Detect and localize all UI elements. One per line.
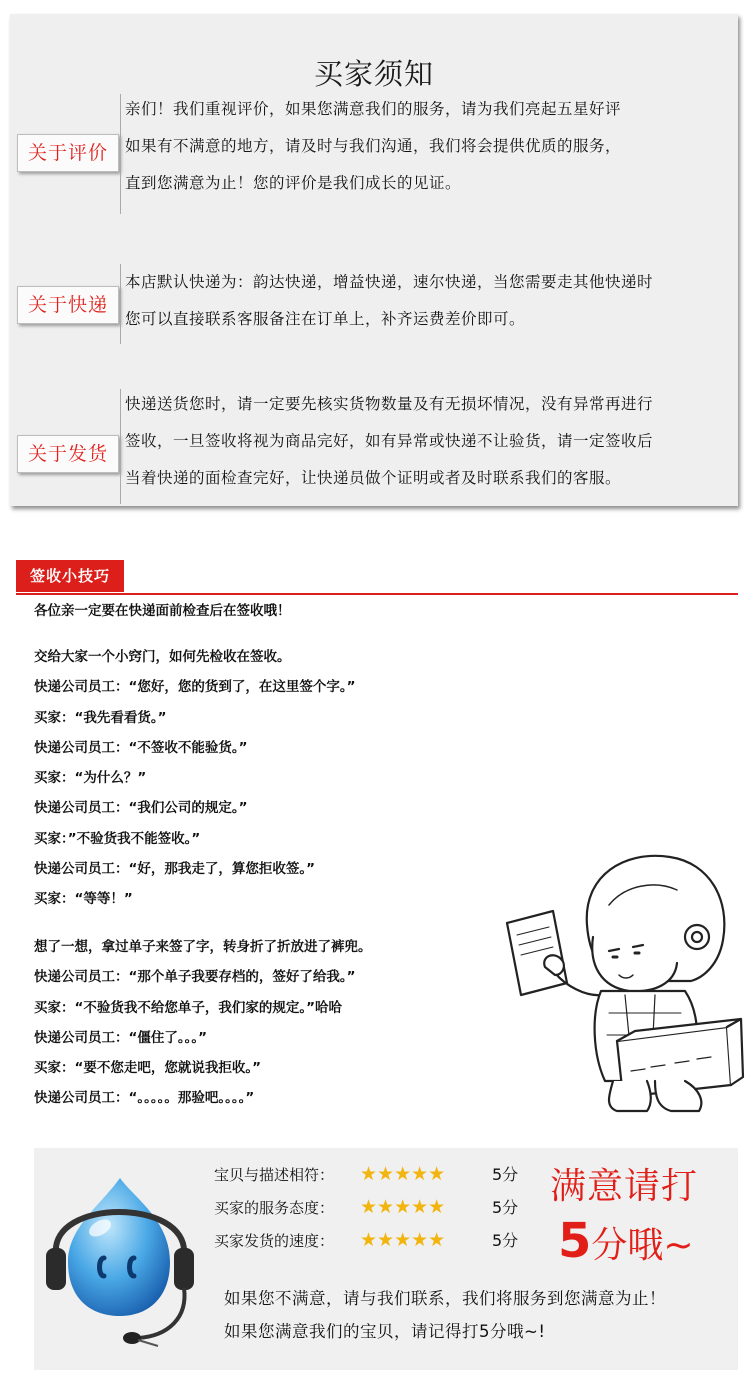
tag-shipping: 关于快递	[17, 286, 119, 324]
review-line: 直到您满意为止！您的评价是我们成长的见证。	[125, 174, 462, 192]
divider-line	[120, 389, 121, 504]
star-icon: ★★★★★	[360, 1196, 446, 1218]
rating-row	[214, 1226, 518, 1254]
courier-illustration-icon	[505, 845, 745, 1120]
dialog-line: 交给大家一个小窍门，如何先检收在签收。	[34, 649, 291, 665]
rating-label: 宝贝与描述相符：	[214, 1166, 335, 1184]
rating-label: 买家发货的速度：	[214, 1232, 335, 1250]
dialog-line: 快递公司员工：“那个单子我要存档的，签好了给我。”	[34, 969, 356, 986]
review-line: 亲们！我们重视评价，如果您满意我们的服务，请为我们亮起五星好评	[125, 100, 622, 118]
dialog-line: 买家：“不验货我不给您单子，我们家的规定。”哈哈	[34, 999, 342, 1016]
customer-service-mascot-icon	[38, 1158, 203, 1358]
rating-score: 5分	[492, 1231, 519, 1250]
dialog-line: 快递公司员工：“您好，您的货到了，在这里签个字。”	[34, 679, 356, 696]
rating-label: 买家的服务态度：	[214, 1199, 335, 1217]
rating-score: 5分	[492, 1165, 519, 1184]
delivery-line: 签收，一旦签收将视为商品完好，如有异常或快递不让验货，请一定签收后	[125, 432, 654, 450]
dialog-line: 买家：“要不您走吧，您就说我拒收。”	[34, 1060, 261, 1077]
tag-review: 关于评价	[17, 134, 119, 172]
star-icon: ★★★★★	[360, 1229, 446, 1251]
delivery-line: 快递送货您时，请一定要先核实货物数量及有无损坏情况，没有异常再进行	[125, 395, 654, 413]
notice-title: 买家须知	[313, 57, 434, 91]
tips-intro: 各位亲一定要在快递面前检查后在签收哦！	[34, 603, 291, 619]
rating-score: 5分	[492, 1198, 519, 1217]
dialog-line: 想了一想，拿过单子来签了字，转身折了折放进了裤兜。	[34, 939, 372, 955]
shipping-line: 您可以直接联系客服备注在订单上，补齐运费差价即可。	[125, 310, 526, 328]
rating-row	[214, 1193, 518, 1221]
dialog-part-a	[34, 642, 514, 915]
dialog-line: 快递公司员工：“我们公司的规定。”	[34, 800, 248, 817]
review-line: 如果有不满意的地方，请及时与我们沟通，我们将会提供优质的服务，	[125, 137, 622, 155]
rating-footer-line: 如果您满意我们的宝贝，请记得打5分哦~!	[224, 1322, 546, 1341]
headline-number: 5	[558, 1213, 592, 1269]
rating-row	[214, 1160, 518, 1188]
dialog-part-b	[34, 932, 514, 1114]
tips-intro-block	[34, 596, 514, 626]
rating-headline: 满意请打	[550, 1166, 699, 1207]
dialog-line: 快递公司员工：“。。。。。那验吧。。。。”	[34, 1090, 255, 1107]
notice-panel	[10, 14, 738, 506]
divider-line	[120, 94, 121, 214]
delivery-line: 当着快递的面检查完好，让快递员做个证明或者及时联系我们的客服。	[125, 469, 622, 487]
dialog-line: 买家：“我先看看货。”	[34, 709, 167, 726]
tips-divider	[16, 593, 738, 595]
divider-line	[120, 264, 121, 344]
tips-heading: 签收小技巧	[16, 560, 124, 592]
rating-footer-line: 如果您不满意，请与我们联系，我们将服务到您满意为止！	[224, 1289, 666, 1308]
dialog-line: 买家：”不验货我不能签收。”	[34, 830, 201, 847]
dialog-line: 快递公司员工：“不签收不能验货。”	[34, 739, 248, 756]
dialog-line: 买家：“为什么？”	[34, 770, 147, 787]
dialog-line: 快递公司员工：“好，那我走了，算您拒收签。”	[34, 861, 315, 878]
shipping-line: 本店默认快递为：韵达快递，增益快递，速尔快递，当您需要走其他快递时	[125, 273, 654, 291]
rating-headline-score	[558, 1213, 694, 1269]
tag-delivery: 关于发货	[17, 435, 119, 473]
star-icon: ★★★★★	[360, 1163, 446, 1185]
headline-text: 分哦~	[591, 1225, 694, 1266]
dialog-line: 快递公司员工：“僵住了。。。”	[34, 1029, 207, 1046]
dialog-line: 买家：“等等！”	[34, 891, 133, 908]
